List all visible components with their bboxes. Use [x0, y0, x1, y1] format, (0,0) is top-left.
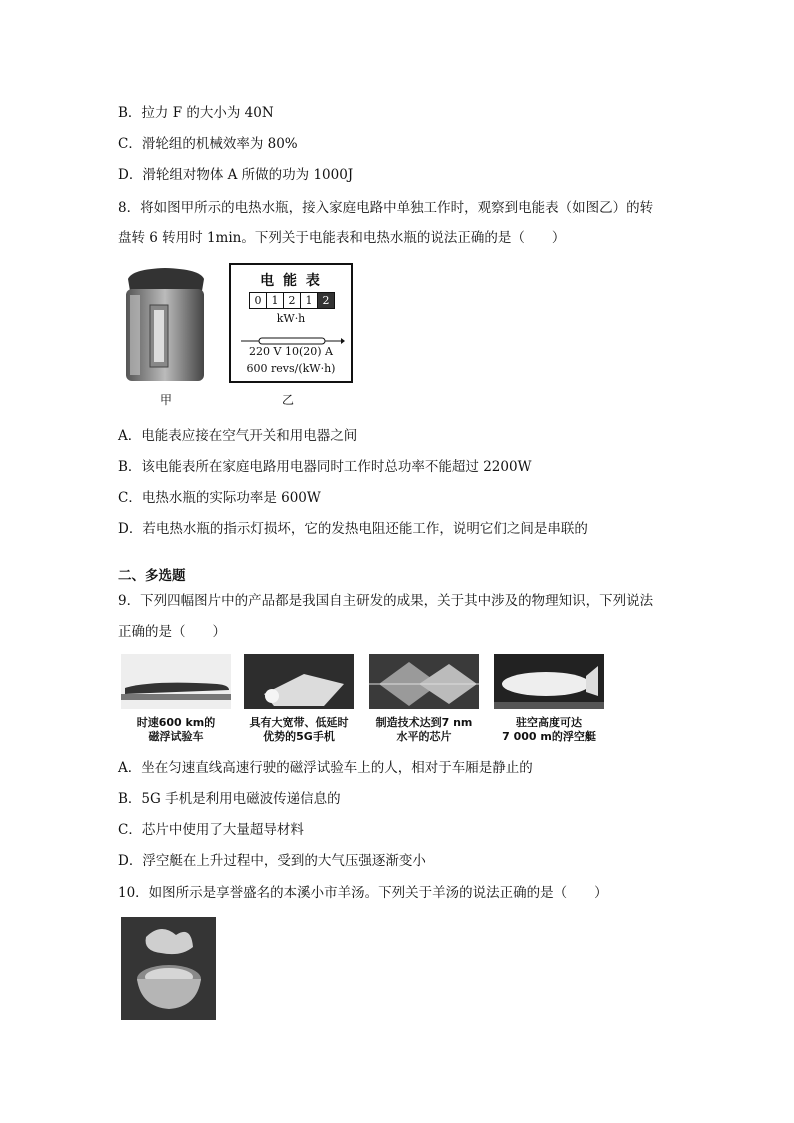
q9-stem-line2: 正确的是（ ）: [118, 624, 226, 640]
meter-digits: [249, 292, 334, 309]
caption-5g-phone: [239, 716, 359, 744]
caption-line: 制造技术达到7 nm: [375, 716, 473, 729]
q10-stem: 10．如图所示是享誉盛名的本溪小市羊汤。下列关于羊汤的说法正确的是（ ）: [118, 885, 608, 901]
chip-image: [369, 654, 479, 709]
q9-option-c: C．芯片中使用了大量超导材料: [118, 822, 304, 838]
meter-digit: 2: [317, 292, 335, 309]
electric-kettle-figure: [120, 265, 210, 385]
q7-option-b: B．拉力 F 的大小为 40N: [118, 105, 274, 121]
caption-maglev: [121, 716, 231, 744]
q8-stem-line2: 盘转 6 转用时 1min。下列关于电能表和电热水瓶的说法正确的是（ ）: [118, 230, 566, 246]
caption-line: 7 000 m的浮空艇: [502, 730, 596, 743]
caption-line: 时速600 km的: [136, 716, 216, 729]
5g-phone-image: [244, 654, 354, 709]
meter-digit: 1: [300, 292, 318, 309]
meter-spec-voltage: 220 V 10(20) A: [249, 345, 333, 358]
meter-spec-revs: 600 revs/(kW·h): [246, 362, 336, 375]
q9-option-a: A．坐在匀速直线高速行驶的磁浮试验车上的人，相对于车厢是静止的: [118, 760, 533, 776]
q8-option-c: C．电热水瓶的实际功率是 600W: [118, 490, 321, 506]
q8-option-b: B．该电能表所在家庭电路用电器同时工作时总功率不能超过 2200W: [118, 459, 532, 475]
caption-line: 具有大宽带、低延时: [249, 716, 349, 729]
caption-line: 水平的芯片: [396, 730, 452, 743]
section-heading: 二、多选题: [118, 568, 186, 584]
q7-option-c: C．滑轮组的机械效率为 80%: [118, 136, 298, 152]
meter-digit: 2: [283, 292, 301, 309]
q8-option-d: D．若电热水瓶的指示灯损坏，它的发热电阻还能工作，说明它们之间是串联的: [118, 521, 588, 537]
meter-disk-icon: [241, 331, 341, 339]
meter-digit: 1: [266, 292, 284, 309]
mutton-soup-image: [121, 917, 216, 1020]
meter-title: 电 能 表: [260, 273, 322, 289]
q9-stem-line1: 9．下列四幅图片中的产品都是我国自主研发的成果，关于其中涉及的物理知识，下列说法: [118, 593, 654, 609]
airship-image: [494, 654, 604, 709]
caption-airship: [489, 716, 609, 744]
meter-digit: 0: [249, 292, 267, 309]
q8-stem-line1: 8．将如图甲所示的电热水瓶，接入家庭电路中单独工作时，观察到电能表（如图乙）的转: [118, 200, 654, 216]
figure-label-yi: 乙: [282, 393, 295, 407]
caption-line: 优势的5G手机: [263, 730, 335, 743]
caption-line: 磁浮试验车: [148, 730, 204, 743]
caption-chip: [364, 716, 484, 744]
q9-option-d: D．浮空艇在上升过程中，受到的大气压强逐渐变小: [118, 853, 426, 869]
figure-label-jia: 甲: [160, 393, 173, 407]
maglev-train-image: [121, 654, 231, 709]
q7-option-d: D．滑轮组对物体 A 所做的功为 1000J: [118, 167, 354, 183]
electric-meter-figure: [229, 263, 353, 383]
meter-unit: kW·h: [276, 312, 306, 325]
q9-option-b: B．5G 手机是利用电磁波传递信息的: [118, 791, 341, 807]
caption-line: 驻空高度可达: [516, 716, 582, 729]
q8-option-a: A．电能表应接在空气开关和用电器之间: [118, 428, 358, 444]
